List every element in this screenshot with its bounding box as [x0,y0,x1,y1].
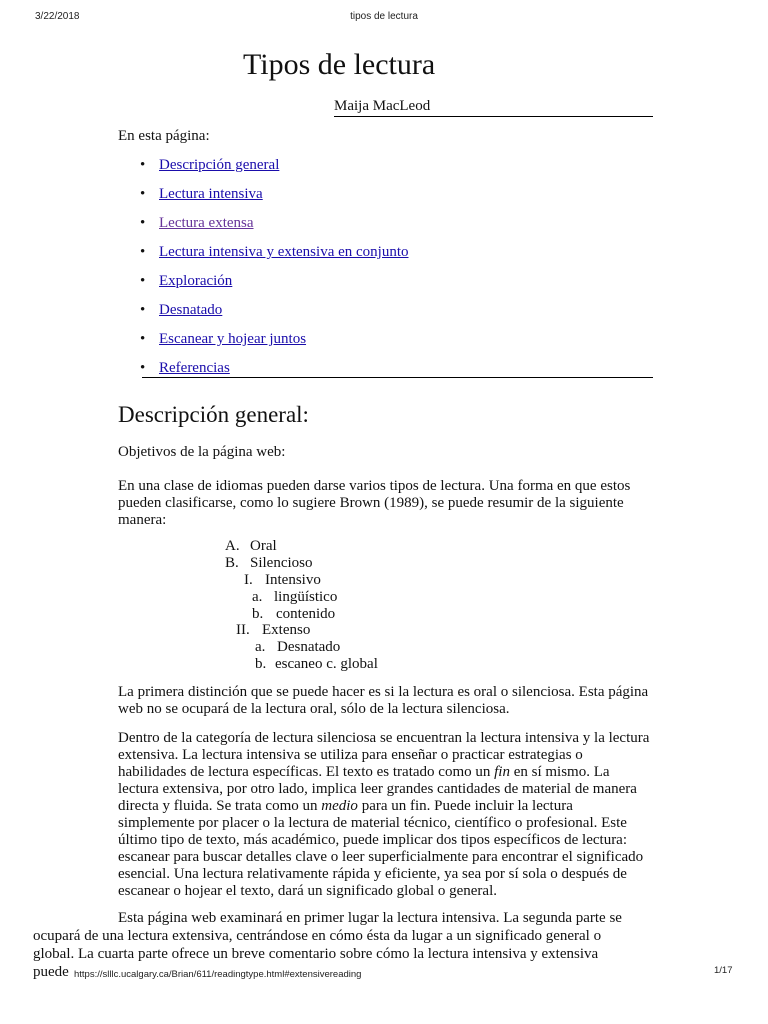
outline-item [225,538,277,555]
outline-marker: A. [225,538,240,554]
toc-link-intensiva-extensiva[interactable]: Lectura intensiva y extensiva en conjunto [159,244,409,260]
outline-marker: a. [255,639,266,655]
intro-paragraph: En una clase de idiomas pueden darse varios tipos de lectura. Una forma en que estos pueden clasificarse, como lo sugiere Brown (1989), se puede resumir de la siguiente manera: [118,478,631,528]
paragraph-oral-silent: La primera distinción que se puede hacer es si la lectura es oral o silenciosa. Esta página web no se ocupará de la lectura oral, sólo de la lectura silenciosa. [118,684,649,717]
outline-marker: B. [225,555,239,571]
bullet: • [140,360,146,376]
toc-link-descripcion-general[interactable]: Descripción general [159,157,280,173]
outline-item [255,639,340,656]
toc-link-lectura-intensiva[interactable]: Lectura intensiva [159,186,263,202]
bullet: • [140,273,146,289]
outline-text: Extenso [262,622,311,638]
bullet: • [140,244,146,260]
outline-marker: II. [236,622,250,638]
section-heading: Descripción general: [118,402,309,427]
toc-item [140,184,653,213]
table-of-contents [140,155,653,387]
print-header-title: tipos de lectura [350,11,418,22]
outline-text: Oral [250,538,277,554]
outline-item [255,656,378,673]
paragraph-line: ocupará de una lectura extensiva, centrándose en cómo ésta da lugar a un significado general o [33,928,602,944]
print-date: 3/22/2018 [35,11,80,22]
toc-item [140,242,653,271]
bullet: • [140,331,146,347]
outline-text: Silencioso [250,555,313,571]
toc-link-desnatado[interactable]: Desnatado [159,302,223,318]
on-this-page-label: En esta página: [118,128,210,144]
toc-item [140,213,653,242]
toc-item [140,271,653,300]
outline-text: lingüístico [274,589,338,605]
outline-text: Desnatado [277,639,341,655]
paragraph-intensive-extensive: Dentro de la categoría de lectura silenciosa se encuentran la lectura intensiva y la lectura extensiva. La lectura intensiva se utiliza para enseñar o practicar estrategias o habilidades de lectura específicas. El texto es tratado como un fin en sí mismo. La lectura extensiva, por otro lado, implica leer grandes cantidades de material de manera directa y fluida. Se trata como un medio para un fin. Puede incluir la lectura simplemente por placer o la lectura de material técnico, científico o profesional. Este último tipo de texto, más académico, puede implicar dos tipos específicos de lectura: escanear para buscar detalles clave o leer superficialmente para encontrar el significado esencial. Una lectura relativamente rápida y eficiente, ya sea por sí sola o después de escanear o hojear el texto, dará un significado global o general. [118,730,650,899]
bullet: • [140,186,146,202]
paragraph-line: puede [33,964,69,980]
outline-marker: b. [255,656,267,672]
outline-marker: b. [252,606,264,622]
bullet: • [140,157,146,173]
outline-text: contenido [276,606,336,622]
toc-item [140,155,653,184]
emphasis-fin: fin [494,764,510,780]
bullet: • [140,215,146,231]
outline-text: escaneo c. global [275,656,378,672]
author-name: Maija MacLeod [334,98,653,117]
paragraph-line: global. La cuarta parte ofrece un breve comentario sobre cómo la lectura intensiva y extensiva [33,946,599,962]
toc-link-escanear-hojear[interactable]: Escanear y hojear juntos [159,331,307,347]
outline-item [225,555,313,572]
toc-link-referencias[interactable]: Referencias [159,360,230,376]
toc-link-exploracion[interactable]: Exploración [159,273,233,289]
toc-item [140,358,653,387]
toc-item [140,300,653,329]
toc-link-lectura-extensa[interactable]: Lectura extensa [159,215,254,231]
outline-item [244,572,321,589]
emphasis-medio: medio [321,798,358,814]
bullet: • [140,302,146,318]
page-number: 1/17 [714,965,733,976]
outline-item [236,622,310,639]
outline-text: Intensivo [265,572,321,588]
toc-item [140,329,653,358]
page-title: Tipos de lectura [243,48,436,81]
outline-item [252,606,335,623]
print-url: https://slllc.ucalgary.ca/Brian/611/readingtype.html#extensivereading [74,969,362,980]
objectives-label: Objetivos de la página web: [118,444,286,460]
paragraph-line: Esta página web examinará en primer lugar la lectura intensiva. La segunda parte se [118,910,622,926]
outline-marker: I. [244,572,253,588]
outline-item [252,589,337,606]
divider [142,377,653,378]
outline-marker: a. [252,589,263,605]
